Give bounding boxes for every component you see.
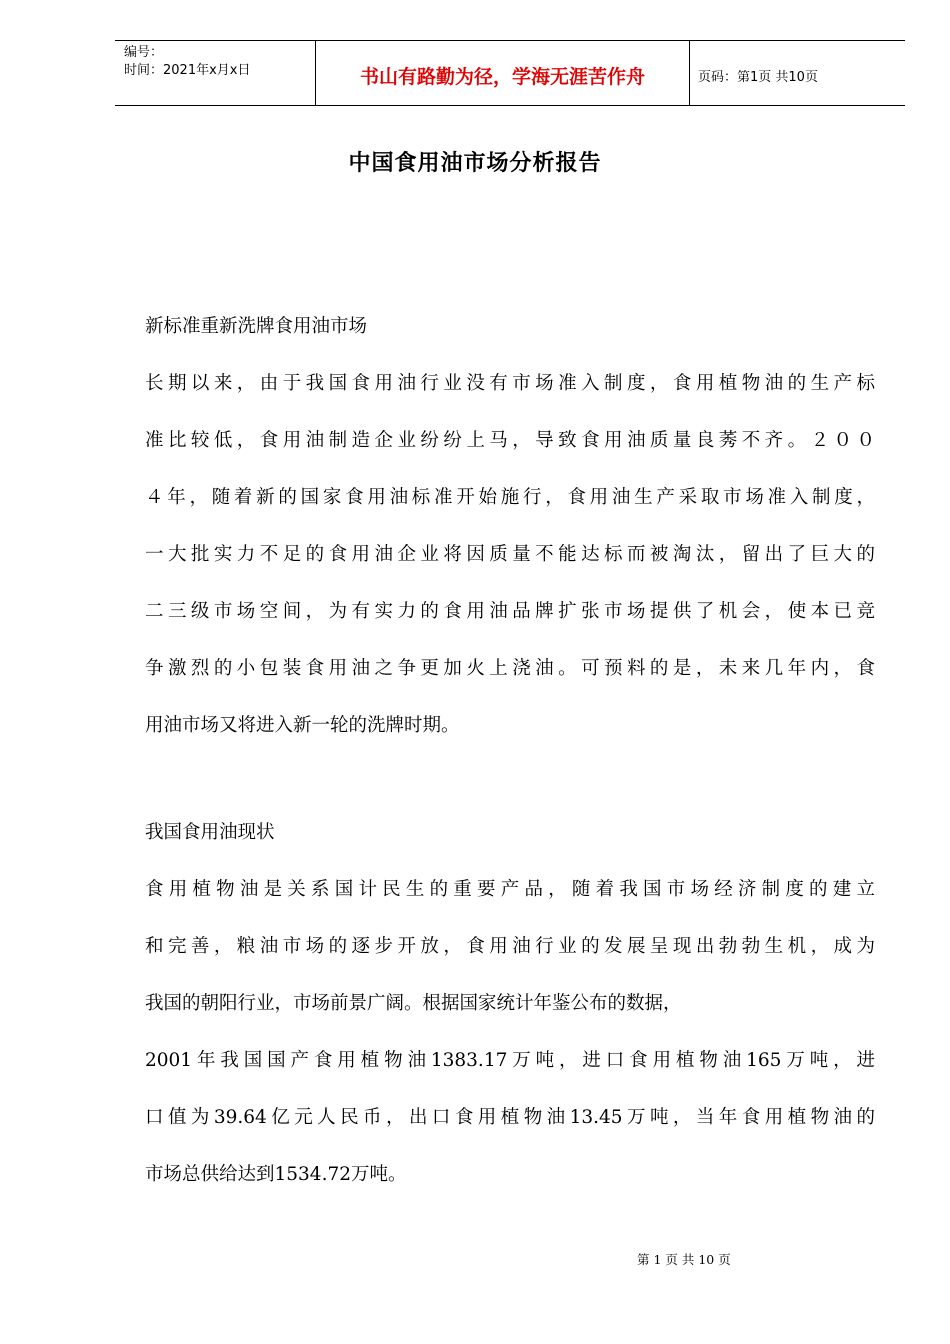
paragraph-line: 长期以来，由于我国食用油行业没有市场准入制度，食用植物油的生产标: [145, 373, 875, 394]
paragraph-line: 口值为39.64亿元人民币，出口食用植物油13.45万吨，当年食用植物油的: [145, 1107, 875, 1128]
paragraph-line: 二三级市场空间，为有实力的食用油品牌扩张市场提供了机会，使本已竞: [145, 601, 875, 622]
paragraph-line: 市场总供给达到1534.72万吨。: [145, 1164, 407, 1185]
paragraph-line: 一大批实力不足的食用油企业将因质量不能达标而被淘汰，留出了巨大的: [145, 544, 875, 565]
paragraph-line: 食用植物油是关系国计民生的重要产品，随着我国市场经济制度的建立: [145, 879, 875, 900]
section-heading: 我国食用油现状: [145, 822, 275, 843]
footer-page-number: 第 1 页 共 10 页: [637, 1252, 731, 1267]
header-page-number: 页码：第1页 共10页: [698, 69, 818, 85]
document-title: 中国食用油市场分析报告: [348, 151, 602, 176]
header-table: [115, 40, 905, 106]
document-time-label: 时间：2021年x月x日: [124, 63, 251, 78]
paragraph-line: 和完善，粮油市场的逐步开放，食用油行业的发展呈现出勃勃生机，成为: [145, 936, 875, 957]
paragraph-line: 我国的朝阳行业，市场前景广阔。根据国家统计年鉴公布的数据，: [145, 993, 682, 1014]
section-heading: 新标准重新洗牌食用油市场: [145, 316, 368, 337]
paragraph-line: 争激烈的小包装食用油之争更加火上浇油。可预料的是，未来几年内，食: [145, 658, 875, 679]
header-meta-cell: [115, 41, 316, 105]
paragraph-line: 用油市场又将进入新一轮的洗牌时期。: [145, 715, 460, 736]
document-number-label: 编号：: [124, 45, 164, 60]
paragraph-line: 2001年我国国产食用植物油1383.17万吨，进口食用植物油165万吨，进: [145, 1050, 875, 1071]
paragraph-line: ４年，随着新的国家食用油标准开始施行，食用油生产采取市场准入制度，: [145, 487, 875, 508]
header-motto: 书山有路勤为径，学海无涯苦作舟: [316, 41, 690, 105]
paragraph-line: 准比较低，食用油制造企业纷纷上马，导致食用油质量良莠不齐。２００: [145, 430, 875, 451]
